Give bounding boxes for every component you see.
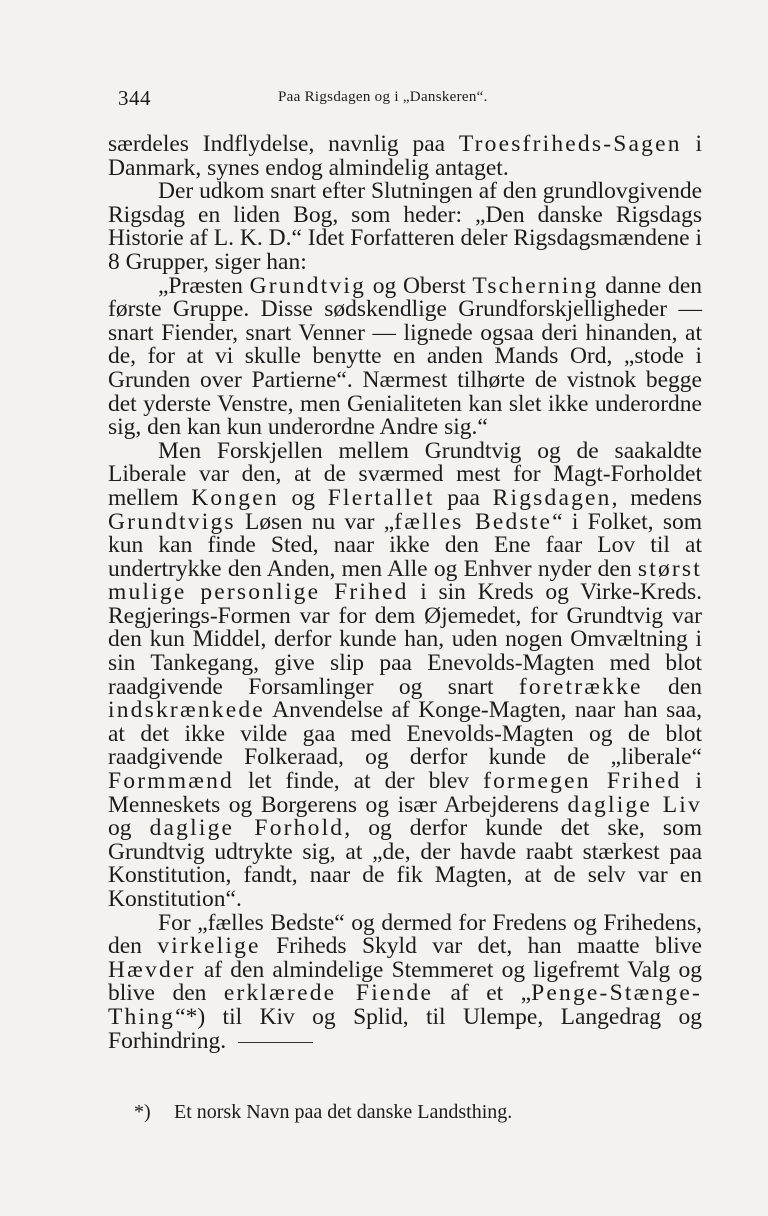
paragraph-text: og xyxy=(278,484,328,511)
paragraph xyxy=(108,133,702,180)
paragraph-text: i sin Kreds og Virke-Kreds. Regjerings-Formen var for dem Øjemedet, for Grundtvig var den kun Middel, derfor kunde han, uden nogen Omvæltning i sin Tankegang, give slip paa Enevolds-Magten med blot raadgivende Forsamlinger og snart xyxy=(108,579,703,700)
paragraph-text: og xyxy=(108,815,150,842)
page-header xyxy=(118,86,718,116)
spaced-emphasis-text: Kongen xyxy=(191,484,279,511)
paragraph-text: “*) til Kiv og Splid, til Ulempe, Langedrag og Forhindring. xyxy=(108,1003,702,1054)
paragraph-text: af den almindelige Stemmeret og ligefremt Valg og blive den xyxy=(108,956,702,1007)
paragraph-text: Men Forskjellen mellem Grundtvig og de saakaldte Liberale var den, at de sværmed mest for Magt-Forholdet mellem xyxy=(108,437,702,511)
spaced-emphasis-text: foretrække xyxy=(518,673,643,700)
paragraph-text: Der udkom snart efter Slutningen af den grundlovgivende Rigsdag en liden Bog, som heder: „Den danske Rigsdags Historie af L. K. D.“ Idet Forfatteren deler Rigsdagsmændene i 8 Grupper, siger han: xyxy=(108,178,702,275)
spaced-emphasis-text: Grundtvigs xyxy=(108,508,236,535)
paragraph xyxy=(108,272,703,441)
spaced-emphasis-text: størst mulige personlige Frihed xyxy=(108,555,702,606)
paragraph xyxy=(108,437,703,912)
spaced-emphasis-text: Hævder xyxy=(108,956,196,983)
paragraph-text: “ i Folket, som kun kan finde Sted, naar ikke den Ene faar Lov til at undertrykke den Anden, men Alle og Enhver nyder den xyxy=(108,508,702,582)
paragraph-text: danne den første Gruppe. Disse sødskendlige Grundforskjelligheder — snart Fiender, snart Venner — lignede ogsaa deri hinanden, at de, for at vi skulle benytte en anden Mands Ord, „stode i Grunden over Partierne“. Nærmest tilhørte de vistnok begge det yderste Venstre, men Genialiteten kan slet ikke underordne sig, den kan kun underordne Andre sig.“ xyxy=(108,272,703,441)
spaced-emphasis-text: Formmænd xyxy=(108,768,234,795)
paragraph-text: Anvendelse af Konge-Magten, naar han saa, at det ikke vilde gaa med Enevolds-Magten og de blot raadgivende Folkeraad, og derfor kunde de „liberale“ xyxy=(108,697,702,771)
body-text xyxy=(108,133,702,1053)
footnote-text: Et norsk Navn paa det danske Landsthing. xyxy=(174,1101,513,1123)
spaced-emphasis-text: Troesfriheds-Sagen xyxy=(458,131,682,157)
paragraph xyxy=(108,180,702,274)
page-number: 344 xyxy=(118,86,151,110)
spaced-emphasis-text: Grundtvig xyxy=(249,272,367,299)
paragraph-text: i Menneskets og Borgerens og især Arbejderens xyxy=(108,768,702,818)
paragraph-text: i Danmark, synes endog almindelig antaget. xyxy=(108,131,702,181)
spaced-emphasis-text: erklærede Fiende xyxy=(223,980,434,1007)
paragraph-text: paa xyxy=(434,484,493,511)
spaced-emphasis-text: daglige Forhold xyxy=(149,815,345,842)
paragraph-text: For „fælles Bedste“ og dermed for Fredens og Frihedens, den xyxy=(108,909,702,960)
paragraph-text: Løsen nu var „ xyxy=(235,508,395,535)
paragraph-text: „Præsten xyxy=(158,272,250,299)
spaced-emphasis-text: Tscherning xyxy=(472,272,599,299)
footnote-separator xyxy=(238,1042,313,1043)
spaced-emphasis-text: Rigsdagen xyxy=(492,484,612,511)
paragraph-text: særdeles Indflydelse, navnlig paa xyxy=(108,131,459,157)
spaced-emphasis-text: indskrænkede xyxy=(108,697,265,724)
footnote-mark: *) xyxy=(134,1101,151,1123)
paragraph xyxy=(108,909,702,1054)
spaced-emphasis-text: formegen Frihed xyxy=(483,768,682,795)
paragraph-text: og Oberst xyxy=(366,272,473,299)
paragraph-text: , medens xyxy=(611,484,702,511)
spaced-emphasis-text: Flertallet xyxy=(327,484,435,511)
spaced-emphasis-text: daglige Liv xyxy=(567,791,702,818)
paragraph-text: den xyxy=(642,673,702,700)
spaced-emphasis-text: Penge-Stænge-Thing xyxy=(108,980,702,1030)
paragraph-text: Friheds Skyld var det, han maatte blive xyxy=(260,933,702,960)
paragraph-text: let finde, at der blev xyxy=(233,768,484,795)
footnote xyxy=(134,1100,694,1124)
running-title: Paa Rigsdagen og i „Danskeren“. xyxy=(278,89,488,105)
paragraph-text: , og derfor kunde det ske, som Grundtvig udtrykte sig, at „de, der havde raabt stærkest paa Konstitution, fandt, naar de fik Magten, at de selv var en Konstitution“. xyxy=(108,815,702,912)
spaced-emphasis-text: virkelige xyxy=(157,933,261,960)
spaced-emphasis-text: fælles Bedste xyxy=(394,508,553,535)
paragraph-text: af et „ xyxy=(433,980,532,1007)
